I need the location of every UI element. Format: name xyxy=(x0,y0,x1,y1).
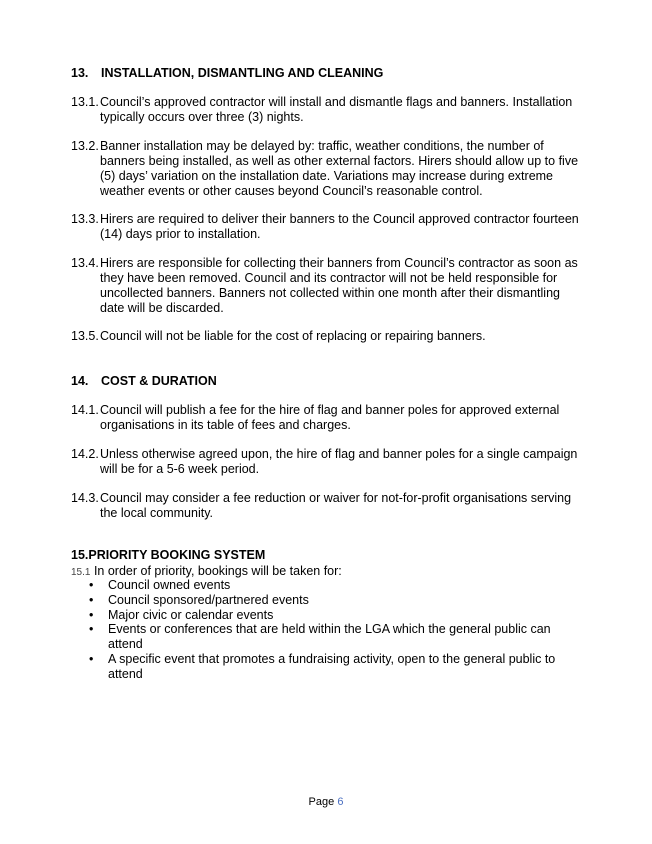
list-item xyxy=(89,652,579,682)
list-item xyxy=(89,622,579,652)
clause-number: 15.1 xyxy=(71,567,91,578)
clause-number: 13.1. xyxy=(71,95,99,109)
clause-14-2 xyxy=(71,447,581,477)
section-title: INSTALLATION, DISMANTLING AND CLEANING xyxy=(101,66,384,80)
bullet: • xyxy=(89,651,94,666)
priority-list xyxy=(89,578,579,682)
section-number: 13. xyxy=(71,66,89,80)
clause-text: Banner installation may be delayed by: traffic, weather conditions, the number of banners being installed, as well as other external factors. Hirers should allow up to five (5) days’ variation on the installation date. Variations may increase during extreme weather events or other causes beyond Council’s reasonable control. xyxy=(100,139,579,198)
list-item-text: A specific event that promotes a fundraising activity, open to the general public to attend xyxy=(108,651,556,681)
clause-13-1 xyxy=(71,95,581,125)
clause-text: Council’s approved contractor will install and dismantle flags and banners. Installation typically occurs over three (3) nights. xyxy=(100,95,573,124)
clause-text: Hirers are responsible for collecting their banners from Council’s contractor as soon as they have been removed. Council and its contractor will not be held responsible for uncollected banners. Banners not collected within one month after their dismantling date will be discarded. xyxy=(100,256,578,315)
page-number: 6 xyxy=(337,796,344,808)
bullet: • xyxy=(89,578,94,592)
list-item xyxy=(89,593,579,608)
clause-number: 13.5. xyxy=(71,329,99,343)
section-heading-15: 15.PRIORITY BOOKING SYSTEM xyxy=(71,548,266,562)
clause-number: 14.3. xyxy=(71,491,99,505)
clause-15-1 xyxy=(71,564,342,578)
clause-text: Council may consider a fee reduction or waiver for not-for-profit organisations serving the local community. xyxy=(100,491,572,520)
bullet: • xyxy=(89,622,94,637)
page-label: Page xyxy=(308,796,335,808)
clause-text: Council will publish a fee for the hire of flag and banner poles for approved external organisations in its table of fees and charges. xyxy=(100,403,560,432)
page-footer xyxy=(0,796,652,808)
section-heading-14 xyxy=(71,374,217,388)
clause-text: In order of priority, bookings will be taken for: xyxy=(93,564,342,578)
list-item-text: Major civic or calendar events xyxy=(108,607,274,622)
list-item-text: Council sponsored/partnered events xyxy=(108,592,309,607)
clause-14-3 xyxy=(71,491,581,521)
clause-13-3 xyxy=(71,212,581,242)
bullet: • xyxy=(89,592,94,607)
clause-number: 13.3. xyxy=(71,212,99,226)
clause-14-1 xyxy=(71,403,581,433)
clause-13-4 xyxy=(71,256,581,316)
section-heading-13 xyxy=(71,66,383,80)
bullet: • xyxy=(89,607,94,622)
list-item-text: Council owned events xyxy=(108,578,231,592)
clause-number: 13.4. xyxy=(71,256,99,270)
list-item-text: Events or conferences that are held within the LGA which the general public can attend xyxy=(108,622,551,652)
clause-text: Council will not be liable for the cost of replacing or repairing banners. xyxy=(100,329,486,343)
section-number: 14. xyxy=(71,374,89,388)
clause-13-2 xyxy=(71,139,581,199)
clause-number: 14.2. xyxy=(71,447,99,461)
list-item xyxy=(89,578,579,593)
section-title: COST & DURATION xyxy=(101,374,217,388)
clause-number: 13.2. xyxy=(71,139,99,153)
list-item xyxy=(89,608,579,623)
clause-13-5 xyxy=(71,329,581,344)
clause-number: 14.1. xyxy=(71,403,99,417)
clause-text: Unless otherwise agreed upon, the hire of flag and banner poles for a single campaign will be for a 5-6 week period. xyxy=(100,447,578,476)
clause-text: Hirers are required to deliver their banners to the Council approved contractor fourteen (14) days prior to installation. xyxy=(100,212,579,241)
